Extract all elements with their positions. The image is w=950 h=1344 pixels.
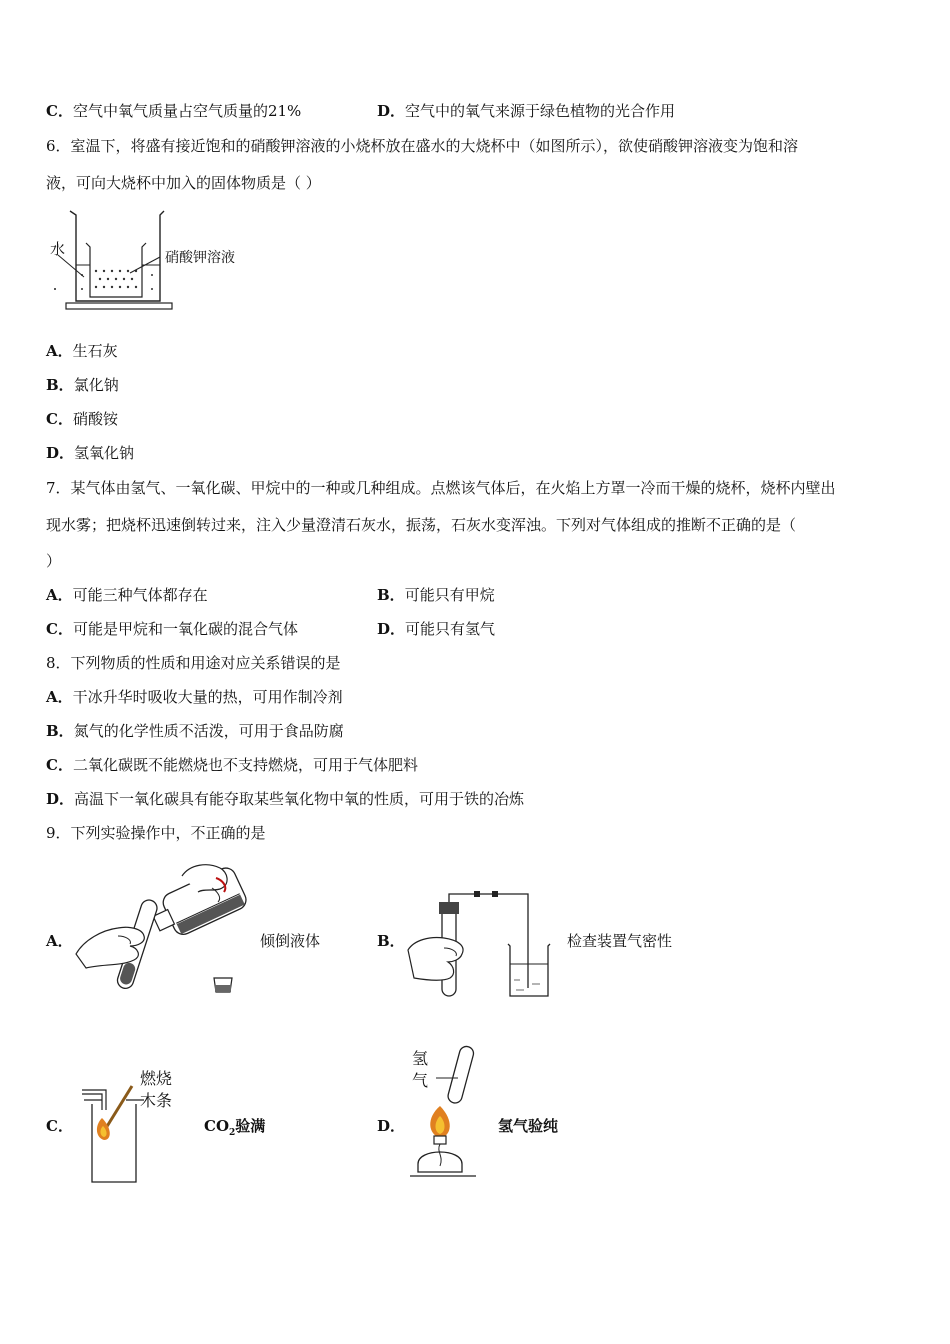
- option-text: 空气中氧气质量占空气质量的21%: [72, 102, 302, 120]
- q7-stem-line2: 现水雾；把烧杯迅速倒转过来，注入少量澄清石灰水，振荡，石灰水变浑浊。下列对气体组成的推断不正确的是（: [46, 516, 797, 534]
- option-letter: D．: [377, 102, 406, 120]
- label-burning: 燃烧: [140, 1069, 173, 1088]
- check-text: 验满: [235, 1117, 266, 1135]
- option-letter: B．: [377, 586, 405, 604]
- option-text: 氯化钠: [73, 376, 119, 394]
- option-text: 氢氧化钠: [74, 444, 135, 462]
- q9-figure-airtightness: [404, 888, 556, 1000]
- option-text: 可能是甲烷和一氧化碳的混合气体: [72, 620, 298, 638]
- option-text: 硝酸铵: [72, 410, 118, 428]
- option-text: 高温下一氧化碳具有能夺取某些氧化物中氧的性质，可用于铁的冶炼: [74, 790, 525, 808]
- option-text: 可能三种气体都存在: [72, 586, 208, 604]
- option-letter: C．: [46, 756, 73, 774]
- option-text: 二氧化碳既不能燃烧也不支持燃烧，可用于气体肥料: [72, 756, 418, 774]
- q8-option-a: [46, 687, 343, 707]
- q6-option-d: [46, 443, 134, 463]
- option-letter: A．: [46, 586, 73, 604]
- q9-stem: 9．下列实验操作中，不正确的是: [46, 824, 266, 842]
- option-letter: C．: [46, 102, 73, 120]
- q9-option-c-letter: C．: [46, 1117, 73, 1135]
- label-hydrogen-1: 氢: [412, 1049, 429, 1068]
- q6-beaker-figure: [46, 205, 276, 315]
- option-letter: B．: [46, 722, 74, 740]
- q6-option-a: [46, 341, 118, 361]
- q7-option-b: [377, 585, 495, 605]
- q8-option-d: [46, 789, 524, 809]
- option-text: 空气中的氧气来源于绿色植物的光合作用: [405, 102, 676, 120]
- q9-figure-hydrogen-purity: [406, 1044, 490, 1184]
- co2-subscript: 2: [229, 1128, 236, 1138]
- label-hydrogen-2: 气: [412, 1071, 429, 1090]
- option-text: 干冰升华时吸收大量的热，可用作制冷剂: [72, 688, 343, 706]
- q9-figure-co2-check: [80, 1062, 190, 1192]
- option-text: 可能只有甲烷: [404, 586, 495, 604]
- option-letter: B．: [46, 376, 74, 394]
- q9-figure-pouring-liquid: [72, 858, 252, 1000]
- option-text: 可能只有氢气: [405, 620, 496, 638]
- q9-option-a-caption: 倾倒液体: [260, 932, 321, 950]
- airtightness-illustration: [404, 888, 556, 1000]
- q6-stem-line2: 液，可向大烧杯中加入的固体物质是（ ）: [46, 174, 321, 192]
- q7-option-a: [46, 585, 208, 605]
- q8-stem: 8．下列物质的性质和用途对应关系错误的是: [46, 654, 341, 672]
- option-letter: D．: [46, 444, 75, 462]
- q8-option-b: [46, 721, 344, 741]
- q9-option-d-caption: 氢气验纯: [498, 1117, 559, 1135]
- q9-option-c-caption: [204, 1116, 265, 1143]
- q9-option-a-letter: A．: [46, 932, 73, 950]
- beaker-illustration: [46, 205, 276, 315]
- co2-check-illustration: [80, 1062, 190, 1192]
- option-letter: C．: [46, 410, 73, 428]
- option-text: 生石灰: [72, 342, 118, 360]
- q6-option-c: [46, 409, 118, 429]
- option-letter: C．: [46, 620, 73, 638]
- q7-stem-line3: ）: [46, 552, 62, 570]
- q8-option-c: [46, 755, 418, 775]
- q7-stem-line1: 7．某气体由氢气、一氧化碳、甲烷中的一种或几种组成。点燃该气体后，在火焰上方罩一冷而干燥的烧杯，烧杯内壁出: [46, 479, 836, 497]
- option-letter: A．: [46, 688, 73, 706]
- co2-text: CO: [204, 1117, 230, 1135]
- q5-option-d: [377, 101, 675, 121]
- pouring-illustration: [72, 858, 252, 1000]
- option-letter: A．: [46, 342, 73, 360]
- q9-option-b-letter: B．: [377, 932, 405, 950]
- q6-stem-line1: 6．室温下，将盛有接近饱和的硝酸钾溶液的小烧杯放在盛水的大烧杯中（如图所示），欲使硝酸钾溶液变为饱和溶: [46, 137, 799, 155]
- option-letter: D．: [377, 620, 406, 638]
- label-kno3-solution: 硝酸钾溶液: [165, 250, 235, 266]
- q7-option-c: [46, 619, 298, 639]
- q5-option-c: [46, 101, 301, 121]
- option-letter: D．: [46, 790, 75, 808]
- label-water: 水: [50, 240, 66, 258]
- q9-option-b-caption: 检查装置气密性: [567, 932, 673, 950]
- q7-option-d: [377, 619, 495, 639]
- option-text: 氮气的化学性质不活泼，可用于食品防腐: [73, 722, 344, 740]
- label-stick: 木条: [140, 1091, 173, 1110]
- q9-option-d-letter: D．: [377, 1117, 406, 1135]
- q6-option-b: [46, 375, 119, 395]
